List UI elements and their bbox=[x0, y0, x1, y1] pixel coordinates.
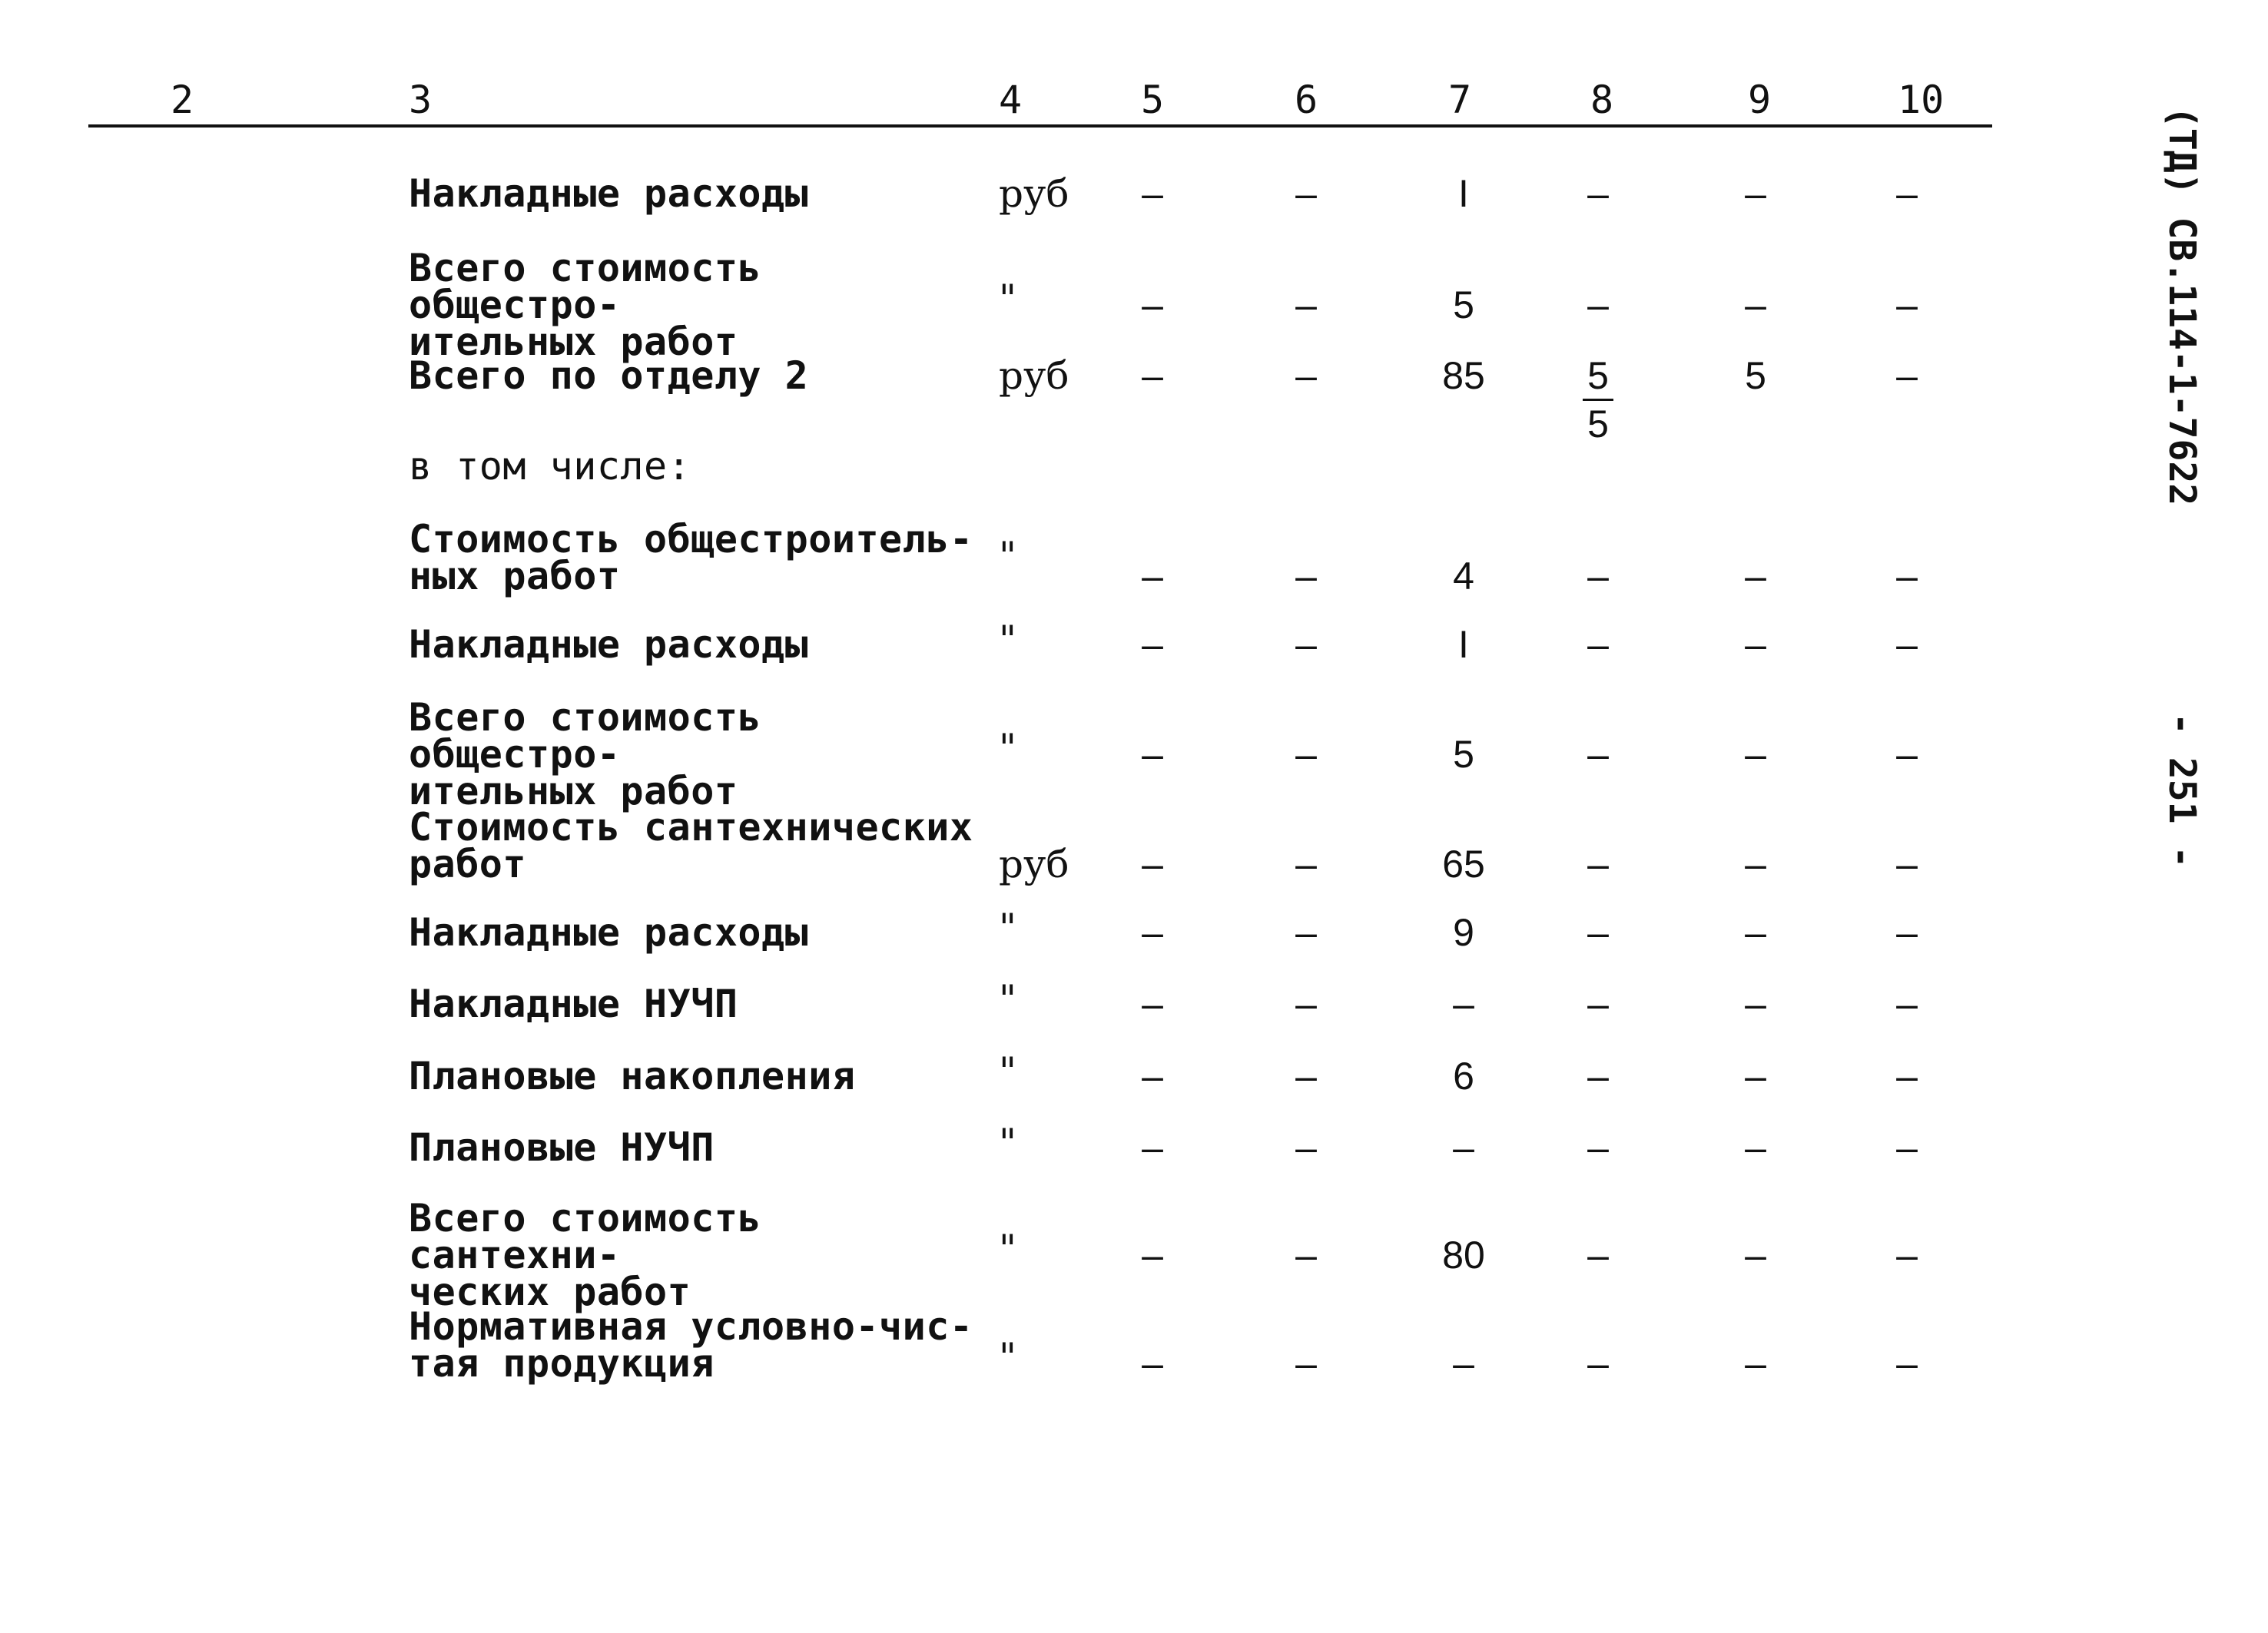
row-col9: – bbox=[1745, 172, 1766, 215]
row-col7: 4 bbox=[1453, 555, 1474, 598]
row-name: Стоимость сантехнических работ bbox=[409, 805, 973, 886]
col-header-2: 2 bbox=[171, 78, 194, 122]
row-col6: – bbox=[1295, 354, 1317, 397]
row-col10: – bbox=[1896, 283, 1918, 326]
document-code: (ТД) СВ.114-1-7622 bbox=[2160, 106, 2203, 506]
row-col5: – bbox=[1142, 911, 1163, 954]
row-col10: – bbox=[1896, 982, 1918, 1025]
row-unit: руб bbox=[999, 353, 1069, 398]
row-col9: – bbox=[1745, 1055, 1766, 1098]
row-unit: " bbox=[999, 1227, 1016, 1271]
row-unit: " bbox=[999, 618, 1016, 662]
row-name: Накладные расходы bbox=[409, 910, 809, 955]
row-col8: – bbox=[1587, 733, 1609, 776]
row-name: Плановые НУЧП bbox=[409, 1125, 715, 1170]
row-col8: – bbox=[1587, 1055, 1609, 1098]
row-col10: – bbox=[1896, 623, 1918, 666]
row-unit: " bbox=[999, 1049, 1016, 1094]
row-col5: – bbox=[1142, 733, 1163, 776]
row-col8: – bbox=[1587, 1234, 1609, 1277]
row-unit: " bbox=[999, 1121, 1016, 1165]
row-col6: – bbox=[1295, 1234, 1317, 1277]
row-col8: – bbox=[1587, 911, 1609, 954]
row-col8: – bbox=[1587, 555, 1609, 598]
col-header-5: 5 bbox=[1141, 78, 1165, 122]
page-number: - 251 - bbox=[2160, 713, 2203, 869]
row-col6: – bbox=[1295, 623, 1317, 666]
row-col10: – bbox=[1896, 1234, 1918, 1277]
row-col7: I bbox=[1458, 623, 1469, 666]
row-col9: – bbox=[1745, 1126, 1766, 1169]
row-col8: – bbox=[1587, 172, 1609, 215]
row-col7: 80 bbox=[1442, 1234, 1485, 1277]
row-col5: – bbox=[1142, 1126, 1163, 1169]
row-col10: – bbox=[1896, 354, 1918, 397]
row-unit: " bbox=[999, 906, 1016, 950]
row-col5: – bbox=[1142, 982, 1163, 1025]
row-unit: " bbox=[999, 726, 1016, 770]
row-col6: – bbox=[1295, 172, 1317, 215]
row-col7: 9 bbox=[1453, 911, 1474, 954]
row-col7: – bbox=[1453, 1342, 1474, 1385]
row-unit: " bbox=[999, 534, 1016, 578]
row-col5: – bbox=[1142, 283, 1163, 326]
row-name: Плановые накопления bbox=[409, 1054, 856, 1098]
row-name: Нормативная условно-чис- тая продукция bbox=[409, 1304, 973, 1386]
row-col10: – bbox=[1896, 555, 1918, 598]
row-unit: " bbox=[999, 277, 1016, 321]
row-col10: – bbox=[1896, 1126, 1918, 1169]
row-name: Накладные расходы bbox=[409, 171, 809, 216]
row-col5: – bbox=[1142, 843, 1163, 886]
row-col9: – bbox=[1745, 733, 1766, 776]
row-col6: – bbox=[1295, 982, 1317, 1025]
row-col10: – bbox=[1896, 733, 1918, 776]
row-col9: – bbox=[1745, 283, 1766, 326]
col-header-8: 8 bbox=[1590, 78, 1614, 122]
row-col10: – bbox=[1896, 843, 1918, 886]
row-col6: – bbox=[1295, 911, 1317, 954]
row-col6: – bbox=[1295, 283, 1317, 326]
row-col9: – bbox=[1745, 623, 1766, 666]
col-header-4: 4 bbox=[999, 78, 1023, 122]
row-col8: – bbox=[1587, 982, 1609, 1025]
row-col6: – bbox=[1295, 1055, 1317, 1098]
col-header-10: 10 bbox=[1898, 78, 1945, 122]
row-col10: – bbox=[1896, 172, 1918, 215]
col-header-6: 6 bbox=[1295, 78, 1318, 122]
row-col5: – bbox=[1142, 623, 1163, 666]
row-col6: – bbox=[1295, 1126, 1317, 1169]
row-col9: – bbox=[1745, 982, 1766, 1025]
row-name: Всего стоимость общестро- ительных работ bbox=[409, 695, 762, 813]
row-col6: – bbox=[1295, 555, 1317, 598]
row-col8: – bbox=[1587, 283, 1609, 326]
row-col5: – bbox=[1142, 1234, 1163, 1277]
fraction-numerator: 5 bbox=[1583, 357, 1613, 401]
row-col8-fraction bbox=[1583, 354, 1613, 446]
row-col7: 85 bbox=[1442, 354, 1485, 397]
col-header-9: 9 bbox=[1748, 78, 1772, 122]
row-col7: – bbox=[1453, 1126, 1474, 1169]
row-col7: I bbox=[1458, 172, 1469, 215]
row-unit: руб bbox=[999, 842, 1069, 886]
row-unit: " bbox=[999, 1335, 1016, 1380]
row-name: Всего по отделу 2 bbox=[409, 353, 809, 398]
row-col8: – bbox=[1587, 843, 1609, 886]
row-col10: – bbox=[1896, 1342, 1918, 1385]
row-name: Стоимость общестроитель- ных работ bbox=[409, 517, 973, 598]
row-name: Накладные НУЧП bbox=[409, 982, 738, 1026]
row-col8: – bbox=[1587, 1342, 1609, 1385]
row-col7: 5 bbox=[1453, 283, 1474, 326]
row-col9: – bbox=[1745, 911, 1766, 954]
row-name: Всего стоимость сантехни- ческих работ bbox=[409, 1196, 762, 1314]
row-col7: – bbox=[1453, 982, 1474, 1025]
row-subheading: в том числе: bbox=[409, 444, 691, 489]
row-col5: – bbox=[1142, 1342, 1163, 1385]
fraction-denominator: 5 bbox=[1587, 402, 1609, 446]
row-col7: 6 bbox=[1453, 1055, 1474, 1098]
row-col9: – bbox=[1745, 843, 1766, 886]
row-unit: руб bbox=[999, 171, 1069, 216]
col-header-7: 7 bbox=[1448, 78, 1472, 122]
row-col6: – bbox=[1295, 843, 1317, 886]
row-col9: – bbox=[1745, 1234, 1766, 1277]
row-col5: – bbox=[1142, 555, 1163, 598]
row-unit: " bbox=[999, 977, 1016, 1022]
row-col5: – bbox=[1142, 1055, 1163, 1098]
row-col5: – bbox=[1142, 354, 1163, 397]
row-col10: – bbox=[1896, 911, 1918, 954]
row-col8: – bbox=[1587, 623, 1609, 666]
row-col10: – bbox=[1896, 1055, 1918, 1098]
row-col9: – bbox=[1745, 555, 1766, 598]
col-header-3: 3 bbox=[409, 78, 433, 122]
row-col7: 5 bbox=[1453, 733, 1474, 776]
row-col7: 65 bbox=[1442, 843, 1485, 886]
row-name: Всего стоимость общестро- ительных работ bbox=[409, 246, 762, 364]
row-col9: – bbox=[1745, 1342, 1766, 1385]
row-col6: – bbox=[1295, 733, 1317, 776]
header-rule bbox=[88, 124, 1992, 128]
row-col5: – bbox=[1142, 172, 1163, 215]
row-name: Накладные расходы bbox=[409, 622, 809, 667]
row-col8: – bbox=[1587, 1126, 1609, 1169]
row-col6: – bbox=[1295, 1342, 1317, 1385]
row-col9: 5 bbox=[1745, 354, 1766, 397]
